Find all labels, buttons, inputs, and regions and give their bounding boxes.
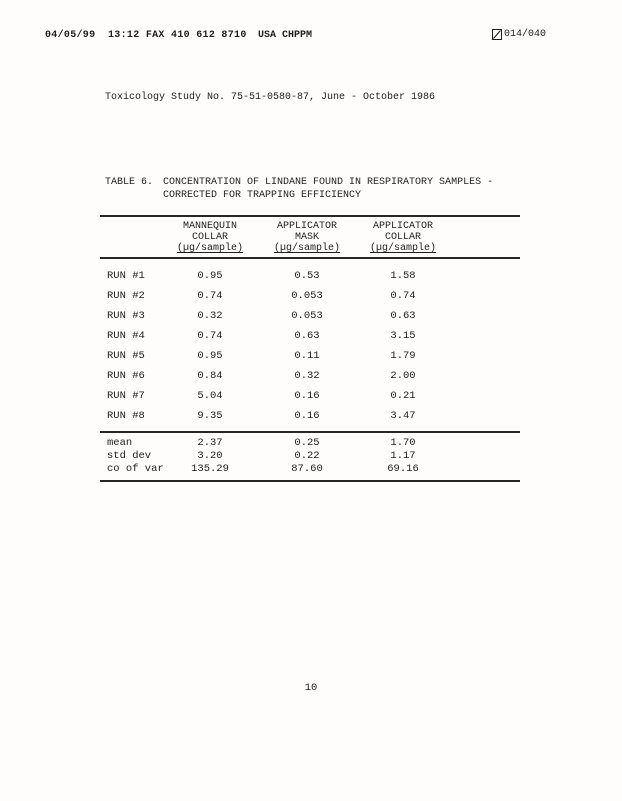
value-cell: 0.63 (294, 330, 320, 342)
table-rule-bottom (100, 480, 520, 482)
column-header-line: APPLICATOR (372, 221, 433, 232)
table-row (100, 306, 520, 326)
value-cell: 0.053 (291, 290, 323, 302)
summary-row (100, 437, 520, 450)
column-header-applicator-collar (354, 221, 452, 254)
fax-header-page-count (492, 29, 546, 40)
value-cell: 0.11 (294, 350, 320, 362)
column-header-line: APPLICATOR (276, 221, 337, 232)
fax-page-count-text: 014/040 (504, 29, 547, 40)
table-summary (100, 433, 520, 480)
value-cell: 0.32 (294, 370, 320, 382)
value-cell: 3.20 (197, 450, 223, 462)
table-title (163, 176, 493, 202)
value-cell: 0.32 (197, 310, 223, 322)
row-label: RUN #6 (107, 370, 145, 382)
table-row (100, 346, 520, 366)
value-cell: 0.53 (294, 270, 320, 282)
row-label: RUN #8 (107, 410, 145, 422)
value-cell: 0.84 (197, 370, 223, 382)
table-row (100, 386, 520, 406)
table-body (100, 259, 520, 431)
table-row (100, 326, 520, 346)
table-row (100, 286, 520, 306)
page-number: 10 (304, 682, 318, 694)
value-cell: 0.22 (294, 450, 320, 462)
value-cell: 87.60 (291, 463, 323, 475)
column-header-line: MANNEQUIN (182, 221, 237, 232)
table-title-line1: CONCENTRATION OF LINDANE FOUND IN RESPIRATORY SAMPLES - (163, 177, 494, 188)
column-header-unit: (µg/sample) (369, 243, 436, 254)
summary-row (100, 450, 520, 463)
table-title-line2: CORRECTED FOR TRAPPING EFFICIENCY (163, 190, 362, 201)
value-cell: 1.17 (390, 450, 416, 462)
table-header-row (100, 217, 520, 257)
summary-row (100, 463, 520, 476)
data-table (100, 215, 520, 482)
row-label: RUN #3 (107, 310, 145, 322)
value-cell: 0.63 (390, 310, 416, 322)
table-row (100, 366, 520, 386)
table-row (100, 406, 520, 426)
row-label: std dev (107, 450, 152, 462)
value-cell: 1.79 (390, 350, 416, 362)
value-cell: 69.16 (387, 463, 419, 475)
fax-document-icon (492, 29, 502, 40)
value-cell: 0.74 (197, 290, 223, 302)
value-cell: 5.04 (197, 390, 223, 402)
fax-header-sender: USA CHPPM (258, 30, 313, 41)
value-cell: 1.58 (390, 270, 416, 282)
value-cell: 1.70 (390, 437, 416, 449)
value-cell: 3.15 (390, 330, 416, 342)
column-header-line: COLLAR (191, 232, 228, 243)
column-header-unit: (µg/sample) (176, 243, 243, 254)
value-cell: 0.95 (197, 350, 223, 362)
row-label: RUN #1 (107, 270, 145, 282)
value-cell: 135.29 (191, 463, 229, 475)
row-label: RUN #4 (107, 330, 145, 342)
table-row (100, 266, 520, 286)
value-cell: 0.25 (294, 437, 320, 449)
fax-header-timestamp: 04/05/99 13:12 FAX 410 612 8710 (45, 30, 247, 41)
value-cell: 9.35 (197, 410, 223, 422)
value-cell: 2.37 (197, 437, 223, 449)
value-cell: 0.95 (197, 270, 223, 282)
row-label: RUN #2 (107, 290, 145, 302)
value-cell: 0.21 (390, 390, 416, 402)
value-cell: 0.053 (291, 310, 323, 322)
row-label: co of var (107, 463, 164, 475)
table-caption (105, 176, 493, 202)
row-label: RUN #7 (107, 390, 145, 402)
document-title: Toxicology Study No. 75-51-0580-87, June - October 1986 (105, 92, 436, 103)
value-cell: 0.16 (294, 410, 320, 422)
value-cell: 2.00 (390, 370, 416, 382)
column-header-mannequin-collar (160, 221, 260, 254)
value-cell: 0.74 (197, 330, 223, 342)
column-header-line: MASK (294, 232, 319, 243)
row-label-column-spacer (100, 221, 160, 254)
row-label: mean (107, 437, 133, 449)
value-cell: 3.47 (390, 410, 416, 422)
column-header-line: COLLAR (384, 232, 421, 243)
value-cell: 0.74 (390, 290, 416, 302)
column-header-applicator-mask (260, 221, 354, 254)
table-number-label: TABLE 6. (105, 177, 154, 188)
value-cell: 0.16 (294, 390, 320, 402)
row-label: RUN #5 (107, 350, 145, 362)
column-header-unit: (µg/sample) (273, 243, 340, 254)
